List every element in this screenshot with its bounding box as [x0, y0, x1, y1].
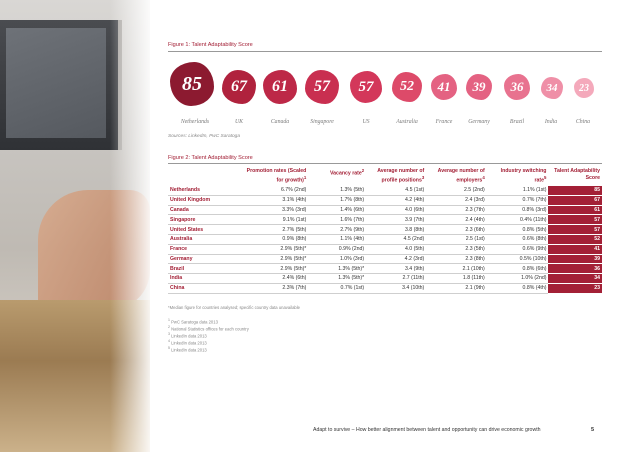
- score-value: 85: [182, 72, 202, 95]
- country-label-netherlands: Netherlands: [180, 119, 210, 125]
- score-value: 52: [400, 79, 414, 94]
- row-country: Singapore: [168, 215, 239, 225]
- cell-vacancy: 0.7% (1st): [308, 283, 366, 293]
- office-photo: [0, 0, 150, 452]
- table-row: [168, 225, 602, 235]
- cell-score: 52: [548, 234, 602, 244]
- cell-employers: 2.5 (1st): [426, 234, 486, 244]
- table-row: [168, 186, 602, 195]
- cell-score: 34: [548, 274, 602, 284]
- cell-positions: 3.8 (8th): [366, 225, 426, 235]
- table-row: [168, 264, 602, 274]
- header-promotion: Promotion rates (Scaled for growth)$^1$: [246, 168, 307, 184]
- cell-promotion: 2.3% (7th): [239, 283, 308, 293]
- country-label-canada: Canada: [270, 119, 290, 125]
- table-row: [168, 244, 602, 254]
- cell-score: 41: [548, 244, 602, 254]
- talent-adaptability-table: [168, 168, 602, 294]
- cell-promotion: 2.7% (5th): [239, 225, 308, 235]
- country-label-australia: Australia: [396, 119, 418, 125]
- score-value: 57: [358, 78, 374, 95]
- cell-promotion: 3.1% (4th): [239, 195, 308, 205]
- figure1-title: Figure 1: Talent Adaptability Score: [168, 42, 253, 48]
- footnote-1: $^1$ PwC Saratoga data 2013: [168, 318, 218, 325]
- cell-promotion: 0.9% (8th): [239, 234, 308, 244]
- cell-promotion: 2.9% (5th)*: [239, 254, 308, 264]
- header-switching: Industry switching rate$^5$: [500, 168, 547, 184]
- cell-positions: 4.0 (6th): [366, 205, 426, 215]
- row-country: Germany: [168, 254, 239, 264]
- cell-employers: 2.4 (3rd): [426, 195, 486, 205]
- table-row: [168, 283, 602, 293]
- cell-switching: 1.1% (1st): [487, 186, 549, 195]
- footnote-3: $^3$ LinkedIn data 2013: [168, 332, 207, 339]
- row-country: Brazil: [168, 264, 239, 274]
- cell-employers: 2.4 (4th): [426, 215, 486, 225]
- footnote-2: $^2$ National Statistics offices for each country: [168, 325, 249, 332]
- cell-switching: 0.8% (6th): [487, 264, 549, 274]
- country-shape-australia: [392, 72, 422, 102]
- country-shape-singapore: [305, 70, 339, 104]
- cell-score: 39: [548, 254, 602, 264]
- cell-vacancy: 1.3% (5th)*: [308, 274, 366, 284]
- country-label-france: France: [435, 119, 453, 125]
- cell-score: 57: [548, 215, 602, 225]
- row-country: China: [168, 283, 239, 293]
- cell-score: 23: [548, 283, 602, 293]
- table-row: [168, 215, 602, 225]
- country-shape-canada: [263, 70, 297, 104]
- figure1-rule: [168, 51, 602, 52]
- figure1-sources: Sources: LinkedIn, PwC Saratoga: [168, 134, 240, 139]
- cell-switching: 0.8% (4th): [487, 283, 549, 293]
- cell-positions: 3.4 (10th): [366, 283, 426, 293]
- cell-promotion: 2.9% (5th)*: [239, 264, 308, 274]
- cell-promotion: 6.7% (2nd): [239, 186, 308, 195]
- cell-score: 85: [548, 186, 602, 195]
- footnote-5: $^5$ LinkedIn data 2013: [168, 346, 207, 353]
- score-value: 67: [231, 78, 247, 95]
- country-shape-india: [541, 77, 563, 99]
- score-value: 61: [272, 78, 288, 95]
- cell-vacancy: 2.7% (9th): [308, 225, 366, 235]
- cell-score: 36: [548, 264, 602, 274]
- country-label-brazil: Brazil: [509, 119, 525, 125]
- page-footer-text: Adapt to survive – How better alignment between talent and opportunity can drive economic growth: [313, 427, 541, 433]
- page-number: 5: [591, 427, 595, 433]
- score-value: 23: [579, 82, 589, 94]
- cell-vacancy: 1.6% (7th): [308, 215, 366, 225]
- table-row: [168, 254, 602, 264]
- footnote-4: $^4$ LinkedIn data 2013: [168, 339, 207, 346]
- country-label-india: India: [544, 119, 558, 125]
- cell-employers: 2.3 (8th): [426, 254, 486, 264]
- cell-promotion: 9.1% (1st): [239, 215, 308, 225]
- table-header-row: [168, 168, 602, 186]
- cell-vacancy: 1.0% (3rd): [308, 254, 366, 264]
- country-label-singapore: Singapore: [310, 119, 334, 125]
- country-shape-china: [574, 78, 594, 98]
- table-row: [168, 195, 602, 205]
- country-label-germany: Germany: [468, 119, 490, 125]
- cell-positions: 4.5 (1st): [366, 186, 426, 195]
- table-row: [168, 205, 602, 215]
- cell-promotion: 3.3% (3rd): [239, 205, 308, 215]
- photo-fade: [110, 0, 150, 452]
- cell-promotion: 2.4% (6th): [239, 274, 308, 284]
- country-label-uk: UK: [234, 119, 244, 125]
- cell-employers: 2.1 (10th): [426, 264, 486, 274]
- row-country: Australia: [168, 234, 239, 244]
- header-country: [168, 168, 239, 186]
- cell-switching: 0.5% (10th): [487, 254, 549, 264]
- score-value: 36: [510, 79, 524, 94]
- country-label-us: US: [362, 119, 370, 125]
- cell-score: 57: [548, 225, 602, 235]
- row-country: France: [168, 244, 239, 254]
- cell-vacancy: 1.3% (5th)*: [308, 264, 366, 274]
- monitor-screen: [6, 28, 106, 138]
- cell-switching: 0.6% (8th): [487, 234, 549, 244]
- cell-promotion: 2.9% (5th)*: [239, 244, 308, 254]
- cell-switching: 0.6% (9th): [487, 244, 549, 254]
- cell-switching: 0.7% (7th): [487, 195, 549, 205]
- cell-employers: 2.3 (7th): [426, 205, 486, 215]
- row-country: United States: [168, 225, 239, 235]
- country-label-china: China: [575, 119, 591, 125]
- table-row: [168, 274, 602, 284]
- country-shape-germany: [466, 74, 492, 100]
- country-shape-uk: [222, 70, 256, 104]
- cell-positions: 3.9 (7th): [366, 215, 426, 225]
- cell-switching: 0.4% (11th): [487, 215, 549, 225]
- score-value: 34: [546, 82, 558, 94]
- country-score-shapes: [168, 62, 608, 122]
- score-value: 57: [314, 78, 330, 95]
- score-value: 39: [472, 79, 486, 94]
- header-score: Talent Adaptability Score: [554, 168, 600, 181]
- cell-employers: 2.1 (9th): [426, 283, 486, 293]
- score-value: 41: [437, 79, 451, 94]
- header-positions: Average number of profile positions$^3$: [377, 168, 425, 184]
- cell-employers: 1.8 (11th): [426, 274, 486, 284]
- cell-vacancy: 1.1% (4th): [308, 234, 366, 244]
- row-country: United Kingdom: [168, 195, 239, 205]
- cell-positions: 4.2 (4th): [366, 195, 426, 205]
- cell-vacancy: 1.7% (8th): [308, 195, 366, 205]
- cell-positions: 3.4 (9th): [366, 264, 426, 274]
- cell-positions: 4.0 (5th): [366, 244, 426, 254]
- cell-score: 67: [548, 195, 602, 205]
- cell-switching: 1.0% (2nd): [487, 274, 549, 284]
- row-country: Netherlands: [168, 186, 239, 195]
- cell-score: 61: [548, 205, 602, 215]
- cell-vacancy: 1.3% (5th): [308, 186, 366, 195]
- country-shape-us: [350, 71, 382, 103]
- figure2-rule: [168, 163, 602, 164]
- cell-switching: 0.8% (3rd): [487, 205, 549, 215]
- country-shape-brazil: [504, 74, 530, 100]
- header-vacancy: Vacancy rate$^2$: [330, 168, 365, 177]
- figure2-title: Figure 2: Talent Adaptability Score: [168, 155, 253, 161]
- cell-employers: 2.3 (5th): [426, 244, 486, 254]
- header-employers: Average number of employers$^4$: [437, 168, 485, 184]
- cell-positions: 4.2 (3rd): [366, 254, 426, 264]
- row-country: India: [168, 274, 239, 284]
- cell-vacancy: 0.9% (2nd): [308, 244, 366, 254]
- cell-positions: 2.7 (11th): [366, 274, 426, 284]
- cell-switching: 0.8% (5th): [487, 225, 549, 235]
- row-country: Canada: [168, 205, 239, 215]
- table-row: [168, 234, 602, 244]
- asterisk-note: *Median figure for countries analysed; specific country data unavailable: [168, 305, 300, 310]
- cell-employers: 2.3 (6th): [426, 225, 486, 235]
- cell-employers: 2.5 (2nd): [426, 186, 486, 195]
- cell-positions: 4.5 (2nd): [366, 234, 426, 244]
- country-shape-netherlands: [170, 62, 214, 106]
- country-shape-france: [431, 74, 457, 100]
- cell-vacancy: 1.4% (6th): [308, 205, 366, 215]
